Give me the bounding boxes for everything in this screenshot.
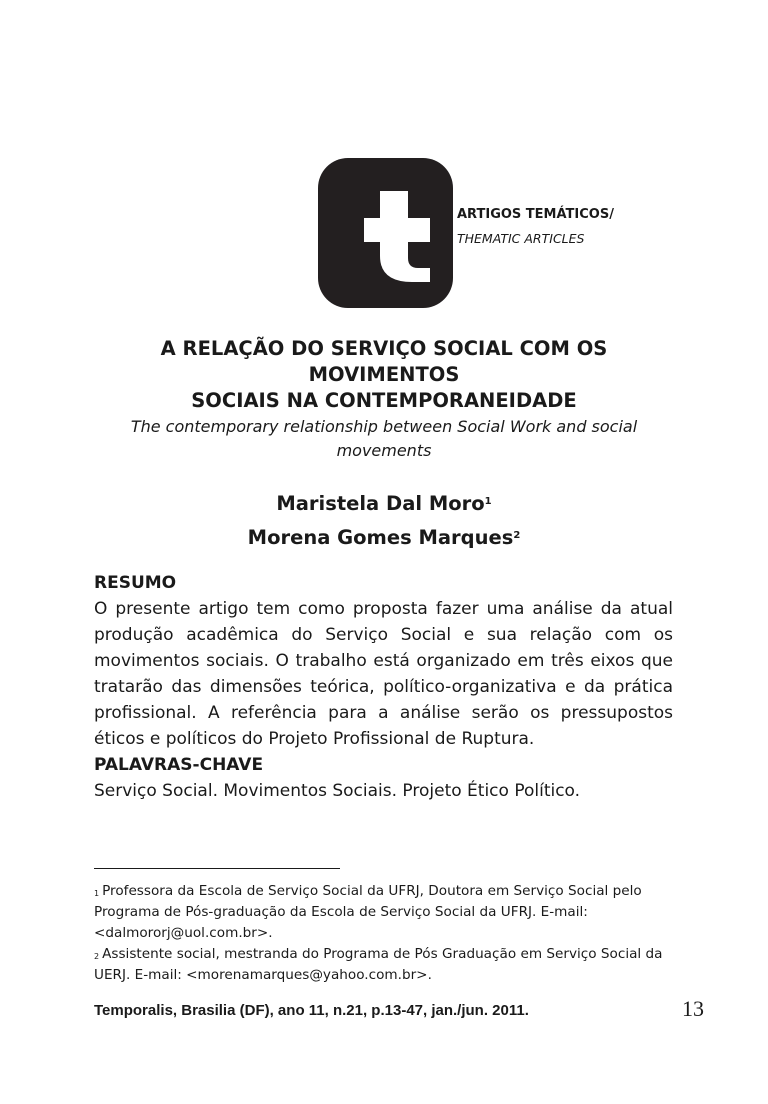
abstract-text: O presente artigo tem como proposta fazer uma análise da atual produção acadêmica do Serviço Social e sua relação com os movimentos sociais. O trabalho está organizado em três eixos que tratarão das dimensões teórica, político-organizativa e da prática profissional. A referência para a análise serão os pressupostos éticos e políticos do Projeto Profissional de Ruptura.: [94, 599, 673, 749]
footnotes: [94, 881, 673, 986]
author: [94, 521, 674, 555]
footnote-ref[interactable]: 2: [513, 530, 521, 541]
footnote-number: 2: [94, 952, 100, 961]
abstract-section: [94, 570, 673, 804]
footnote-text: Professora da Escola de Serviço Social da UFRJ, Doutora em Serviço Social pelo Programa de Pós-graduação da Escola de Serviço Social da UFRJ. E-mail: <dalmororj@uol.com.br>.: [94, 883, 642, 941]
article-title: [94, 336, 674, 414]
page-number: 13: [682, 996, 704, 1021]
section-label-en: THEMATIC ARTICLES: [457, 231, 585, 246]
keywords-heading: PALAVRAS-CHAVE: [94, 755, 264, 775]
abstract-heading: RESUMO: [94, 573, 177, 593]
section-label-pt: ARTIGOS TEMÁTICOS/: [457, 207, 614, 222]
article-subtitle: [100, 415, 668, 463]
section-label: [457, 203, 614, 251]
subtitle-line: movements: [336, 441, 432, 460]
footnote-ref[interactable]: 1: [484, 496, 492, 507]
footnote-text: Assistente social, mestranda do Programa de Pós Graduação em Serviço Social da UERJ. E-mail: <morenamarques@yahoo.com.br>.: [94, 946, 663, 983]
keywords-text: Serviço Social. Movimentos Sociais. Projeto Ético Político.: [94, 781, 581, 801]
title-line: A RELAÇÃO DO SERVIÇO SOCIAL COM OS MOVIMENTOS: [160, 337, 608, 386]
footnote: [94, 881, 673, 944]
author: [94, 487, 674, 521]
subtitle-line: The contemporary relationship between Social Work and social: [130, 417, 638, 436]
title-line: SOCIAIS NA CONTEMPORANEIDADE: [191, 389, 577, 412]
author-name: Morena Gomes Marques: [247, 526, 514, 549]
footnote-number: 1: [94, 889, 100, 898]
author-name: Maristela Dal Moro: [276, 492, 485, 515]
footnote: [94, 944, 673, 986]
footnote-divider: [94, 868, 340, 869]
author-list: [94, 487, 674, 555]
journal-t-logo-icon: [318, 158, 453, 308]
journal-citation: Temporalis, Brasilia (DF), ano 11, n.21, p.13-47, jan./jun. 2011.: [94, 1002, 529, 1019]
